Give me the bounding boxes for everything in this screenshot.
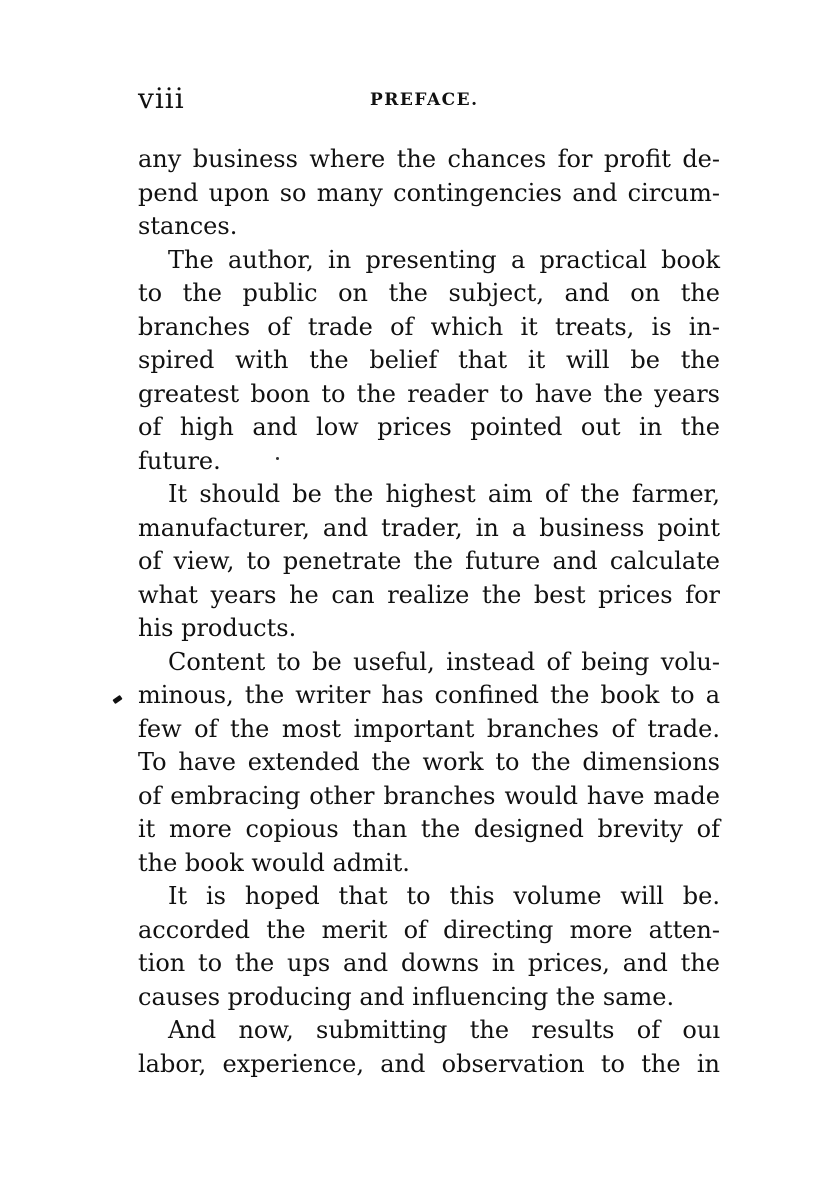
text-line: minous, the writer has confined the book to a [138, 681, 720, 709]
text-line: his products. [138, 614, 297, 642]
text-line: tion to the ups and downs in prices, and the [138, 949, 720, 977]
text-line: manufacturer, and trader, in a business point [138, 513, 720, 542]
text-line: Content to be useful, instead of being volu- [168, 647, 720, 676]
text-line: branches of trade of which it treats, is in- [138, 312, 720, 341]
paragraph-6 [138, 1014, 720, 1081]
text-line: stances. [138, 212, 238, 240]
text-line: greatest boon to the reader to have the years [138, 379, 720, 408]
text-line: what years he can realize the best prices for [138, 580, 720, 609]
text-line: It is hoped that to this volume will be. [168, 882, 720, 910]
body-text [138, 143, 720, 1081]
text-line: of view, to penetrate the future and calculate [138, 547, 720, 575]
paragraph-1 [138, 143, 720, 244]
paragraph-5 [138, 880, 720, 1014]
text-line: the book would admit. [138, 848, 410, 877]
text-line: of embracing other branches would have made [138, 781, 720, 810]
text-line: future. [138, 446, 221, 475]
text-line: And now, submitting the results of ouı [168, 1016, 720, 1044]
text-line: it more copious than the designed brevity of [138, 815, 720, 843]
text-line: The author, in presenting a practical book [168, 245, 720, 274]
text-line: any business where the chances for profit de- [138, 145, 720, 173]
text-line: few of the most important branches of trade. [138, 714, 720, 743]
text-line: accorded the merit of directing more atten- [138, 915, 720, 944]
page-number: viii [138, 82, 185, 115]
text-line: causes producing and influencing the same. [138, 982, 675, 1011]
text-line: pend upon so many contingencies and circum- [138, 178, 720, 207]
paragraph-4 [138, 646, 720, 881]
stray-ink-mark [112, 695, 122, 704]
text-line: labor, experience, and observation to the in [138, 1049, 720, 1078]
text-line: To have extended the work to the dimensions [138, 748, 720, 776]
text-line: to the public on the subject, and on the [138, 279, 720, 307]
text-line: It should be the highest aim of the farmer, [168, 480, 720, 508]
text-line: of high and low prices pointed out in the [138, 413, 720, 441]
running-head: PREFACE. [370, 90, 479, 110]
text-line: spired with the belief that it will be the [138, 346, 720, 374]
paragraph-2 [138, 244, 720, 479]
paragraph-3 [138, 478, 720, 646]
